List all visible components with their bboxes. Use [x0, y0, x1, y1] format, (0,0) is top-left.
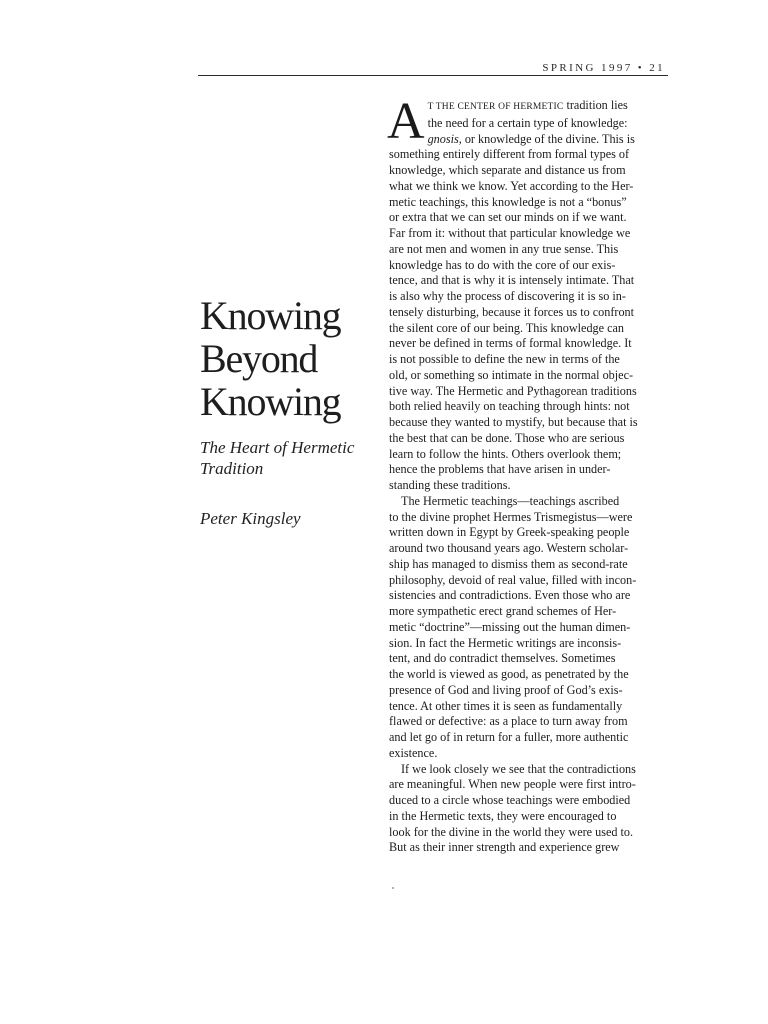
- body-line: existence.: [389, 745, 438, 760]
- paragraph-1: [389, 147, 671, 494]
- body-line: tive way. The Hermetic and Pythagorean traditions: [389, 383, 637, 398]
- article-author: Peter Kingsley: [200, 509, 301, 528]
- body-line: more sympathetic erect grand schemes of Her-: [389, 604, 617, 618]
- body-line: If we look closely we see that the contradictions: [401, 761, 636, 776]
- body-line-opening: T THE CENTER OF HERMETIC tradition lies: [427, 98, 628, 112]
- body-line: because they wanted to mystify, but because that is: [389, 415, 638, 429]
- body-line: the need for a certain type of knowledge:: [427, 115, 628, 130]
- article-title: [200, 294, 375, 423]
- body-line: learn to follow the hints. Others overlook them;: [389, 446, 622, 461]
- body-line: old, or something so intimate in the normal objec-: [389, 367, 634, 382]
- body-line: tent, and do contradict themselves. Sometimes: [389, 651, 616, 666]
- body-line: metic teachings, this knowledge is not a “bonus”: [389, 194, 627, 209]
- title-line: Beyond: [200, 336, 318, 381]
- body-line: is also why the process of discovering it is so in-: [389, 289, 626, 303]
- body-line: look for the divine in the world they were used to.: [389, 824, 634, 839]
- body-line: never be defined in terms of formal knowledge. It: [389, 336, 632, 351]
- drop-cap: A: [387, 93, 425, 150]
- body-line: tence, and that is why it is intensely intimate. That: [389, 273, 635, 288]
- lead-in-small-caps: T THE CENTER OF HERMETIC: [427, 102, 564, 112]
- body-line: Far from it: without that particular knowledge we: [389, 226, 631, 240]
- title-line: Knowing: [200, 379, 341, 424]
- body-line: philosophy, devoid of real value, filled with incon-: [389, 572, 637, 587]
- body-line: knowledge, which separate and distance us from: [389, 163, 626, 177]
- speck: [392, 887, 394, 889]
- body-line: is not possible to define the new in terms of the: [389, 352, 620, 366]
- italic-term: gnosis: [427, 131, 459, 146]
- title-line: Knowing: [200, 293, 341, 338]
- body-line: around two thousand years ago. Western scholar-: [389, 541, 629, 555]
- header-rule: [198, 75, 668, 76]
- body-line: flawed or defective: as a place to turn away from: [389, 714, 628, 729]
- body-line: duced to a circle whose teachings were embodied: [389, 793, 631, 807]
- first-paragraph: [387, 93, 671, 150]
- body-line: or extra that we can set our minds on if we want.: [389, 210, 627, 225]
- body-line: in the Hermetic texts, they were encouraged to: [389, 808, 617, 823]
- body-line: sistencies and contradictions. Even those who are: [389, 588, 631, 603]
- body-line: are not men and women in any true sense. This: [389, 241, 619, 256]
- body-line: to the divine prophet Hermes Trismegistus—were: [389, 509, 633, 524]
- body-line: both relied heavily on teaching through hints: not: [389, 399, 630, 414]
- paragraph-2: [389, 494, 671, 762]
- body-line: sion. In fact the Hermetic writings are inconsis-: [389, 635, 622, 650]
- body-line: the world is viewed as good, as penetrated by the: [389, 667, 629, 681]
- body-line: tensely disturbing, because it forces us to confront: [389, 304, 635, 319]
- body-line-gnosis: gnosis, or knowledge of the divine. This is: [427, 131, 635, 146]
- article-subtitle: [200, 437, 375, 479]
- subtitle-line: Tradition: [200, 459, 264, 478]
- running-head: SPRING 1997 • 21: [542, 62, 665, 74]
- body-line: written down in Egypt by Greek-speaking people: [389, 525, 630, 540]
- body-column: [387, 93, 671, 856]
- body-line: the silent core of our being. This knowledge can: [389, 320, 624, 335]
- body-line: hence the problems that have arisen in under-: [389, 462, 611, 477]
- body-line: ship has managed to dismiss them as second-rate: [389, 556, 628, 571]
- body-line: something entirely different from formal types of: [389, 147, 630, 162]
- paragraph-3: [389, 762, 671, 857]
- title-block: [200, 294, 375, 529]
- body-line: and let go of in return for a fuller, more authentic: [389, 730, 629, 744]
- body-line: The Hermetic teachings—teachings ascribed: [401, 493, 620, 508]
- body-line: tence. At other times it is seen as fundamentally: [389, 698, 623, 713]
- body-line: what we think we know. Yet according to the Her-: [389, 178, 634, 193]
- body-line: But as their inner strength and experience grew: [389, 840, 620, 855]
- body-line: knowledge has to do with the core of our exis-: [389, 257, 616, 272]
- body-line: standing these traditions.: [389, 478, 511, 492]
- body-line: are meaningful. When new people were first intro-: [389, 777, 636, 792]
- subtitle-line: The Heart of Hermetic: [200, 438, 355, 457]
- body-line: presence of God and living proof of God’s exis-: [389, 682, 623, 697]
- body-line: the best that can be done. Those who are serious: [389, 430, 625, 445]
- body-line: metic “doctrine”—missing out the human dimen-: [389, 619, 631, 634]
